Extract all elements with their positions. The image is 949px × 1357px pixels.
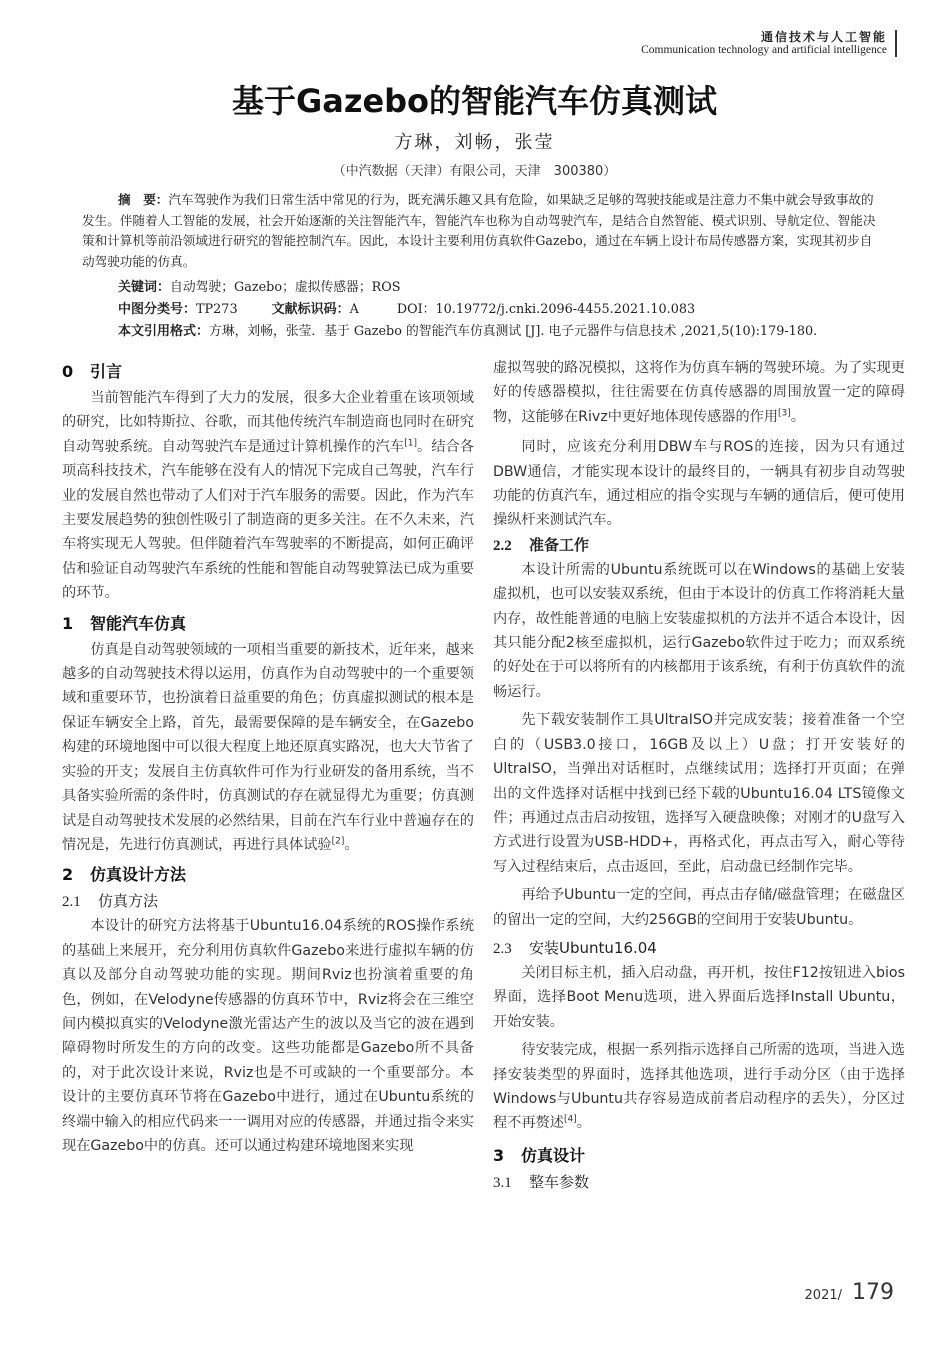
journal-header: [641, 30, 897, 57]
paragraph: 待安装完成，根据一系列指示选择自己所需的选项，当进入选择安装类型的界面时，选择其他选项，进行手动分区（由于选择Windows与Ubuntu共存容易造成前者启动程序的丢失），分区过程不再赘述[4]。: [493, 1042, 905, 1132]
paragraph: 当前智能汽车得到了大力的发展，很多大企业着重在该项领域的研究，比如特斯拉、谷歌，而其他传统汽车制造商也同时在研究自动驾驶系统。自动驾驶汽车是通过计算机操作的汽车[1]。结合各项高科技技术，汽车能够在没有人的情况下完成自己驾驶，汽车行业的发展自然也带动了人们对于汽车服务的需要。因此，作为汽车主要发展趋势的独创性吸引了制造商的更多关注。在不久未来，汽车将实现无人驾驶。但伴随着汽车驾驶率的不断提高，如何正确评估和验证自动驾驶汽车系统的性能和智能自动驾驶算法已成为重要的环节。: [62, 390, 474, 602]
keywords-label: 关键词：: [118, 280, 171, 295]
paragraph: 本设计所需的Ubuntu系统既可以在Windows的基础上安装虚拟机，也可以安装双系统，但由于本设计的仿真工作将消耗大量内存，故性能普通的电脑上安装虚拟机的方法并不适合本设计，因其只能分配2核至虚拟机，运行Gazebo软件过于吃力；而双系统的好处在于可以将所有的内核都用于该系统，有利于仿真软件的流畅运行。: [493, 561, 905, 700]
clc-label: 中图分类号：: [118, 302, 197, 317]
paragraph: 再给予Ubuntu一定的空间，再点击存储/磁盘管理；在磁盘区的留出一定的空间，大约256GB的空间用于安装Ubuntu。: [493, 887, 905, 928]
paragraph: 本设计的研究方法将基于Ubuntu16.04系统的ROS操作系统的基础上来展开，充分利用仿真软件Gazebo来进行虚拟车辆的仿真以及部分自动驾驶功能的实现。期间Rviz也扮演着重要的角色，例如，在Velodyne传感器的仿真环节中，Rviz将会在三维空间内模拟真实的Velodyne激光雷达产生的波以及当它的波在遇到障碍物时所发生的方向的改变。这些功能都是Gazebo所不具备的，对于此次设计来说，Rviz也是不可或缺的一个重要部分。本设计的主要仿真环节将在Gazebo中进行，通过在Ubuntu系统的终端中输入的相应代码来一一调用对应的传感器，并通过指令来实现在Gazebo中的仿真。还可以通过构建环境地图来实现: [62, 918, 474, 1154]
reference-mark[interactable]: [2]: [331, 836, 345, 847]
subsection-heading: 2.3 安装Ubuntu16.04: [493, 938, 657, 957]
journal-name-en: Communication technology and artificial intelligence: [641, 44, 887, 56]
section-heading: 2 仿真设计方法: [62, 865, 187, 885]
abstract-label: 摘 要：: [118, 192, 169, 207]
clc-value: TP273: [196, 302, 238, 317]
paragraph: 先下载安装制作工具UltraISO并完成安装；接着准备一个空白的（USB3.0接口，16GB及以上）U盘；打开安装好的UltraISO，当弹出对话框时，点继续试用；选择打开页面；在弹出的文件选择对话框中找到已经下载的Ubuntu16.04 LTS镜像文件；再通过点击启动按钮，选择写入硬盘映像；对刚才的U盘写入方式进行设置为USB-HDD+，再格式化，再点击写入，耐心等待写入过程结束后，点击返回，至此，启动盘已经制作完毕。: [493, 712, 905, 875]
section-heading: 0 引言: [62, 362, 123, 381]
abstract-text: 汽车驾驶作为我们日常生活中常见的行为，既充满乐趣又具有危险，如果缺乏足够的驾驶技能或是注意力不集中就会导致事故的发生。伴随着人工智能的发展，社会开始逐渐的关注智能汽车，智能汽车也称为自动驾驶汽车，是结合自然智能、模式识别、导航定位、智能决策和计算机等前沿领域进行研究的智能控制汽车。因此，本设计主要利用仿真软件Gazebo，通过在车辆上设计布局传感器方案，实现其初步自动驾驶功能的仿真。: [82, 192, 876, 269]
citation: [118, 320, 898, 339]
paragraph: 仿真是自动驾驶领域的一项相当重要的新技术，近年来，越来越多的自动驾驶技术得以运用，仿真作为自动驾驶中的一个重要领域和重要环节，也扮演着日益重要的角色；仿真虚拟测试的根本是保证车辆安全上路，首先，最需要保障的是车辆安全，在Gazebo构建的环境地图中可以很大程度上地还原真实路况，也大大节省了实验的开支；发展自主仿真软件可作为行业研发的备用系统，当不具备实验所需的条件时，仿真测试的存在就显得尤为重要；仿真测试是自动驾驶技术发展的必然结果，目前在汽车行业中普遍存在的情况是，先进行仿真测试，再进行具体试验[2]。: [62, 641, 474, 853]
paragraph: 虚拟驾驶的路况模拟，这将作为仿真车辆的驾驶环境。为了实现更好的传感器模拟，往往需要在仿真传感器的周围放置一定的障碍物，这能够在Rivz中更好地体现传感器的作用[3]。: [493, 360, 905, 425]
section-heading: 3 仿真设计: [493, 1145, 586, 1165]
classification: [118, 298, 878, 317]
doc-code-value: A: [349, 302, 359, 317]
footer-year: 2021/: [804, 1288, 842, 1303]
page-number: 179: [852, 1280, 894, 1305]
abstract: [82, 190, 882, 272]
affiliation: （中汽数据（天津）有限公司，天津 300380）: [332, 164, 617, 179]
doc-code-label: 文献标识码：: [271, 302, 350, 317]
left-column: [62, 356, 474, 1158]
authors: 方琳，刘畅，张莹: [394, 132, 555, 153]
citation-label: 本文引用格式：: [118, 324, 210, 339]
subsection-heading: 2.1 仿真方法: [62, 892, 159, 911]
citation-text: 方琳，刘畅，张莹．基于 Gazebo 的智能汽车仿真测试 [J]. 电子元器件与信息技术 ,2021,5(10):179-180.: [209, 324, 818, 339]
reference-mark[interactable]: [4]: [563, 1114, 577, 1125]
subsection-heading: 3.1 整车参数: [493, 1172, 590, 1191]
subsection-heading: 2.2 准备工作: [493, 535, 590, 554]
section-heading: 1 智能汽车仿真: [62, 613, 187, 633]
page-footer: [805, 1280, 894, 1305]
right-column: [493, 356, 905, 1195]
keywords-text: 自动驾驶；Gazebo；虚拟传感器；ROS: [170, 280, 401, 295]
reference-mark[interactable]: [3]: [778, 408, 791, 419]
paper-title: 基于Gazebo的智能汽车仿真测试: [231, 82, 718, 120]
paragraph: 同时，应该充分利用DBW车与ROS的连接，因为只有通过DBW通信，才能实现本设计的最终目的，一辆具有初步自动驾驶功能的仿真汽车，通过相应的指令实现与车辆的通信后，便可使用操纵杆来测试汽车。: [493, 439, 905, 529]
doi: DOI：10.19772/j.cnki.2096-4455.2021.10.083: [396, 302, 696, 317]
journal-name-cn: 通信技术与人工智能: [760, 30, 887, 44]
keywords: [118, 276, 401, 295]
paragraph: 关闭目标主机，插入启动盘，再开机，按住F12按钮进入bios界面，选择Boot Menu选项，进入界面后选择Install Ubuntu，开始安装。: [493, 964, 905, 1030]
reference-mark[interactable]: [1]: [404, 438, 417, 449]
